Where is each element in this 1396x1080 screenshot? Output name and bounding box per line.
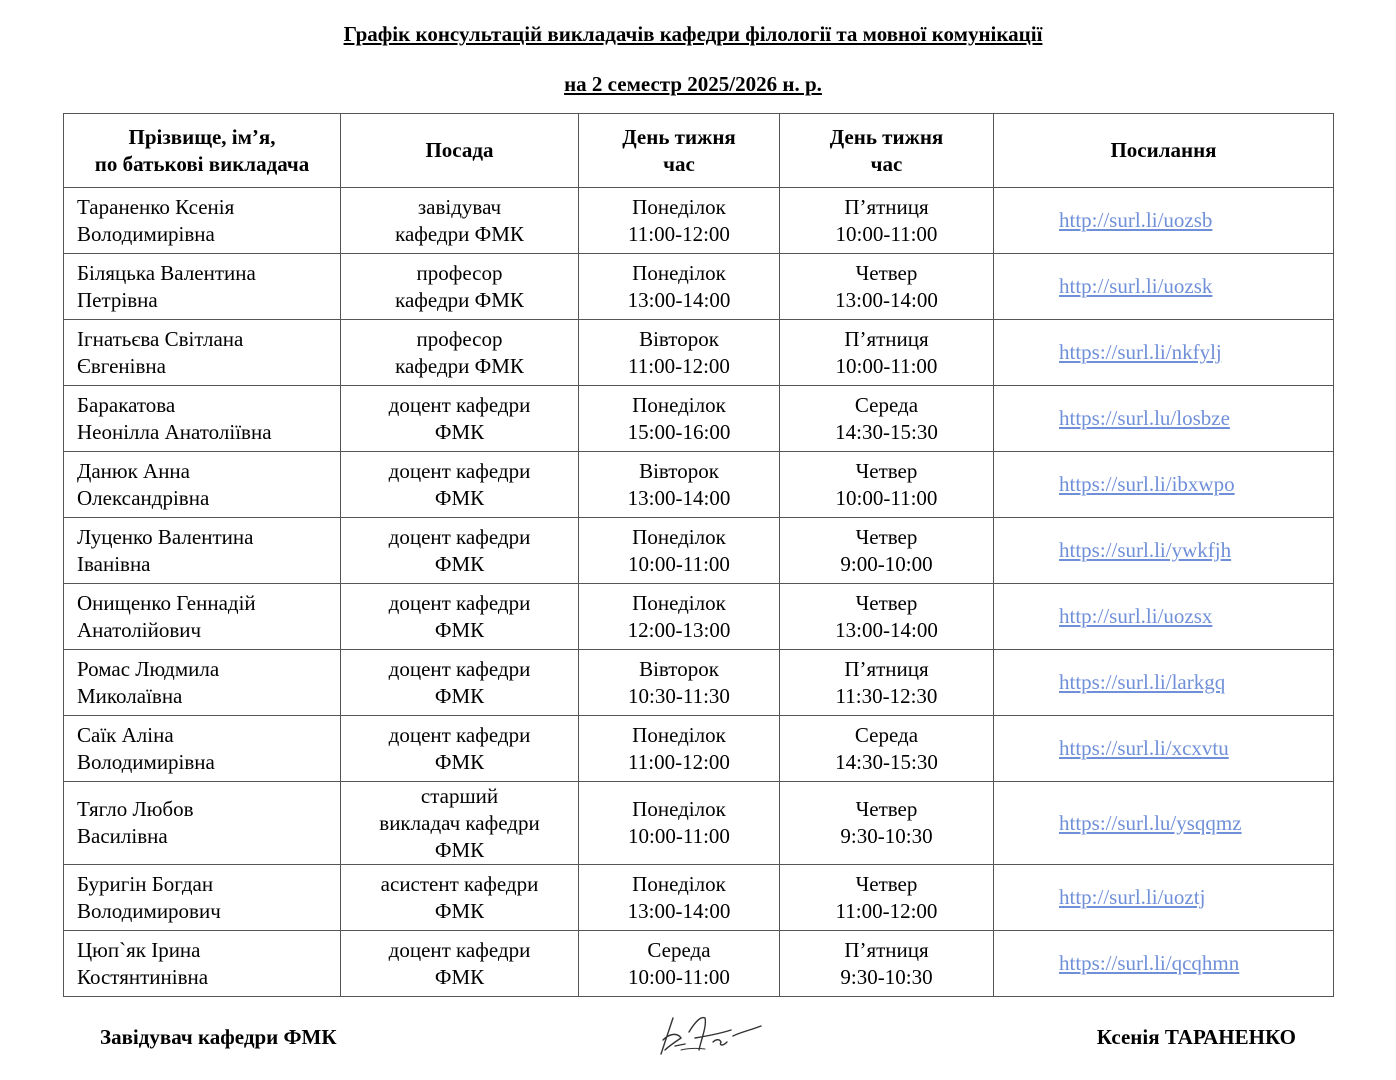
teacher-name-cell-line: Онищенко Геннадій [77,590,256,615]
teacher-name-cell [64,584,341,650]
position-cell-line: ФМК [434,837,485,862]
consultation-schedule-table [63,113,1334,997]
header-day1 [579,114,780,188]
consultation-day2-cell [780,931,994,997]
teacher-name-cell [64,865,341,931]
time-range: 11:00-12:00 [628,353,730,378]
weekday: Вівторок [639,458,719,483]
position-cell-line: професор [416,260,503,285]
position-cell-line: доцент кафедри [388,590,531,615]
time-range: 10:00-11:00 [835,221,938,246]
position-cell-line: кафедри ФМК [395,221,524,246]
teacher-name-cell [64,320,341,386]
header-link: Посилання [994,114,1334,188]
time-range: 12:00-13:00 [627,617,731,642]
teacher-name-cell-line: Ігнатьєва Світлана [77,326,244,351]
consultation-link[interactable]: https://surl.li/qcqhmn [1059,951,1240,975]
time-range: 13:00-14:00 [835,287,938,312]
table-row [64,716,1334,782]
consultation-day1-cell [579,452,780,518]
weekday: Четвер [855,260,918,285]
teacher-name-cell [64,254,341,320]
position-cell [341,320,579,386]
table-row [64,650,1334,716]
position-cell-line: ФМК [434,551,485,576]
consultation-day1-cell [579,865,780,931]
teacher-name-cell-line: Саїк Аліна [77,722,174,747]
link-cell [994,782,1334,865]
position-cell-line: завідувач [417,194,502,219]
consultation-day1-cell [579,320,780,386]
teacher-name-cell-line: Костянтинівна [77,964,209,989]
position-cell-line: кафедри ФМК [395,287,524,312]
weekday: Понеділок [632,871,726,896]
header-day2-line1: День тижня [829,124,944,149]
teacher-name-cell-line: Біляцька Валентина [77,260,256,285]
time-range: 14:30-15:30 [835,419,938,444]
position-cell-line: асистент кафедри [380,871,539,896]
time-range: 10:30-11:30 [628,683,730,708]
consultation-link[interactable]: https://surl.li/xcxvtu [1059,736,1229,760]
teacher-name-cell-line: Василівна [77,824,168,848]
consultation-link[interactable]: http://surl.li/uozsx [1059,604,1213,628]
link-cell [994,452,1334,518]
weekday: Середа [854,392,919,417]
table-row [64,782,1334,865]
table-row [64,386,1334,452]
consultation-day2-cell [780,188,994,254]
consultation-link[interactable]: https://surl.li/ywkfjh [1059,538,1232,562]
teacher-name-cell-line: Цюп`як Ірина [77,937,201,962]
teacher-name-cell [64,931,341,997]
teacher-name-cell-line: Луценко Валентина [77,524,254,549]
weekday: Вівторок [639,656,719,681]
weekday: Понеділок [632,524,726,549]
link-cell [994,518,1334,584]
position-cell-line: ФМК [434,683,485,708]
time-range: 13:00-14:00 [627,287,731,312]
position-cell-line: ФМК [434,485,485,510]
time-range: 10:00-11:00 [628,551,730,576]
weekday: Понеділок [632,722,726,747]
teacher-name-cell [64,386,341,452]
teacher-name-cell-line: Миколаївна [77,683,183,708]
time-range: 10:00-11:00 [835,353,938,378]
time-range: 10:00-11:00 [835,485,938,510]
weekday: П’ятниця [844,656,929,681]
position-cell-line: кафедри ФМК [395,353,524,378]
position-cell-line: доцент кафедри [388,524,531,549]
consultation-day2-cell [780,782,994,865]
time-range: 13:00-14:00 [835,617,938,642]
teacher-name-cell-line: Буригін Богдан [77,871,214,896]
consultation-day1-cell [579,931,780,997]
link-cell [994,320,1334,386]
teacher-name-cell-line: Євгенівна [77,353,166,378]
teacher-name-cell-line: Володимирович [77,898,221,923]
teacher-name-cell [64,650,341,716]
weekday: Четвер [855,458,918,483]
time-range: 11:30-12:30 [835,683,938,708]
time-range: 11:00-12:00 [628,749,730,774]
consultation-day2-cell [780,452,994,518]
link-cell [994,254,1334,320]
table-row [64,865,1334,931]
position-cell [341,518,579,584]
consultation-link[interactable]: https://surl.lu/ysqqmz [1059,810,1242,835]
table-row [64,518,1334,584]
consultation-link[interactable]: https://surl.li/nkfylj [1059,340,1222,364]
weekday: Понеділок [632,392,726,417]
weekday: Четвер [855,590,918,615]
position-cell [341,931,579,997]
position-cell [341,865,579,931]
table-row [64,931,1334,997]
consultation-day2-cell [780,584,994,650]
header-day1-line1: День тижня [622,124,736,149]
consultation-link[interactable]: http://surl.li/uozsb [1059,208,1213,232]
consultation-day1-cell [579,782,780,865]
consultation-link[interactable]: https://surl.li/larkgq [1059,670,1226,694]
header-day2 [780,114,994,188]
link-cell [994,386,1334,452]
teacher-name-cell [64,782,341,865]
position-cell-line: ФМК [434,419,485,444]
consultation-day1-cell [579,716,780,782]
position-cell [341,452,579,518]
teacher-name-cell-line: Неонілла Анатоліївна [77,419,272,444]
position-cell-line: ФМК [434,898,485,923]
link-cell [994,584,1334,650]
weekday: Понеділок [632,797,726,821]
time-range: 9:30-10:30 [840,824,933,848]
teacher-name-cell-line: Ромас Людмила [77,656,220,681]
position-cell [341,650,579,716]
weekday: П’ятниця [844,937,929,962]
teacher-name-cell-line: Петрівна [77,287,158,312]
time-range: 13:00-14:00 [627,485,731,510]
teacher-name-cell-line: Баракатова [77,392,176,417]
weekday: П’ятниця [844,326,929,351]
teacher-name-cell-line: Анатолійович [77,617,202,642]
position-cell-line: доцент кафедри [388,458,531,483]
table-row [64,188,1334,254]
table-row [64,320,1334,386]
table-row [64,452,1334,518]
table-row [64,254,1334,320]
consultation-day2-cell [780,254,994,320]
teacher-name-cell-line: Іванівна [77,551,151,576]
consultation-day2-cell [780,716,994,782]
consultation-day2-cell [780,518,994,584]
document-subtitle: на 2 семестр 2025/2026 н. р. [564,72,822,96]
consultation-day2-cell [780,650,994,716]
time-range: 9:30-10:30 [840,964,933,989]
teacher-name-cell-line: Данюк Анна [77,458,190,483]
footer-position-label: Завідувач кафедри ФМК [100,1025,337,1049]
position-cell-line: ФМК [434,964,485,989]
signature-image [655,1012,765,1057]
weekday: Понеділок [632,590,726,615]
consultation-day1-cell [579,254,780,320]
position-cell-line: доцент кафедри [388,722,531,747]
position-cell [341,782,579,865]
link-cell [994,931,1334,997]
position-cell [341,386,579,452]
weekday: П’ятниця [844,194,929,219]
position-cell-line: викладач кафедри [379,810,540,835]
footer-signatory-name: Ксенія ТАРАНЕНКО [1096,1025,1296,1049]
teacher-name-cell [64,518,341,584]
consultation-day1-cell [579,518,780,584]
header-position: Посада [341,114,579,188]
link-cell [994,650,1334,716]
position-cell-line: старший [420,783,499,808]
weekday: Середа [647,937,711,962]
consultation-day1-cell [579,188,780,254]
weekday: Четвер [855,871,918,896]
document-title: Графік консультацій викладачів кафедри філології та мовної комунікації [343,22,1043,46]
position-cell-line: доцент кафедри [388,656,531,681]
weekday: Середа [854,722,919,747]
time-range: 9:00-10:00 [840,551,933,576]
time-range: 13:00-14:00 [627,898,731,923]
link-cell [994,716,1334,782]
consultation-day1-cell [579,584,780,650]
header-name [64,114,341,188]
teacher-name-cell-line: Володимирівна [77,221,215,246]
header-name-line2: по батькові викладача [94,151,310,176]
consultation-link[interactable]: http://surl.li/uozsk [1059,274,1213,298]
table-row [64,584,1334,650]
teacher-name-cell-line: Тягло Любов [77,797,194,821]
weekday: Понеділок [632,194,726,219]
position-cell [341,584,579,650]
position-cell-line: ФМК [434,749,485,774]
teacher-name-cell [64,188,341,254]
link-cell [994,188,1334,254]
time-range: 10:00-11:00 [628,964,730,989]
time-range: 10:00-11:00 [628,824,730,848]
weekday: Четвер [855,524,918,549]
weekday: Понеділок [632,260,726,285]
header-day1-line2: час [663,151,695,176]
teacher-name-cell-line: Тараненко Ксенія [77,194,235,219]
position-cell-line: доцент кафедри [388,392,531,417]
weekday: Четвер [855,797,918,821]
header-day2-line2: час [870,151,903,176]
consultation-link[interactable]: http://surl.li/uoztj [1059,885,1206,909]
position-cell [341,254,579,320]
teacher-name-cell [64,452,341,518]
time-range: 15:00-16:00 [627,419,731,444]
time-range: 14:30-15:30 [835,749,938,774]
teacher-name-cell-line: Володимирівна [77,749,215,774]
consultation-day1-cell [579,650,780,716]
table-header-row [64,114,1334,188]
consultation-link[interactable]: https://surl.li/ibxwpo [1059,472,1235,496]
position-cell [341,716,579,782]
time-range: 11:00-12:00 [835,898,938,923]
consultation-day2-cell [780,386,994,452]
consultation-link[interactable]: https://surl.lu/losbze [1059,406,1230,430]
weekday: Вівторок [639,326,719,351]
consultation-day2-cell [780,320,994,386]
position-cell [341,188,579,254]
time-range: 11:00-12:00 [628,221,730,246]
teacher-name-cell [64,716,341,782]
position-cell-line: ФМК [434,617,485,642]
header-name-line1: Прізвище, ім’я, [128,124,276,149]
teacher-name-cell-line: Олександрівна [77,485,210,510]
position-cell-line: професор [416,326,503,351]
consultation-day2-cell [780,865,994,931]
link-cell [994,865,1334,931]
position-cell-line: доцент кафедри [388,937,531,962]
table-body [64,188,1334,997]
consultation-day1-cell [579,386,780,452]
